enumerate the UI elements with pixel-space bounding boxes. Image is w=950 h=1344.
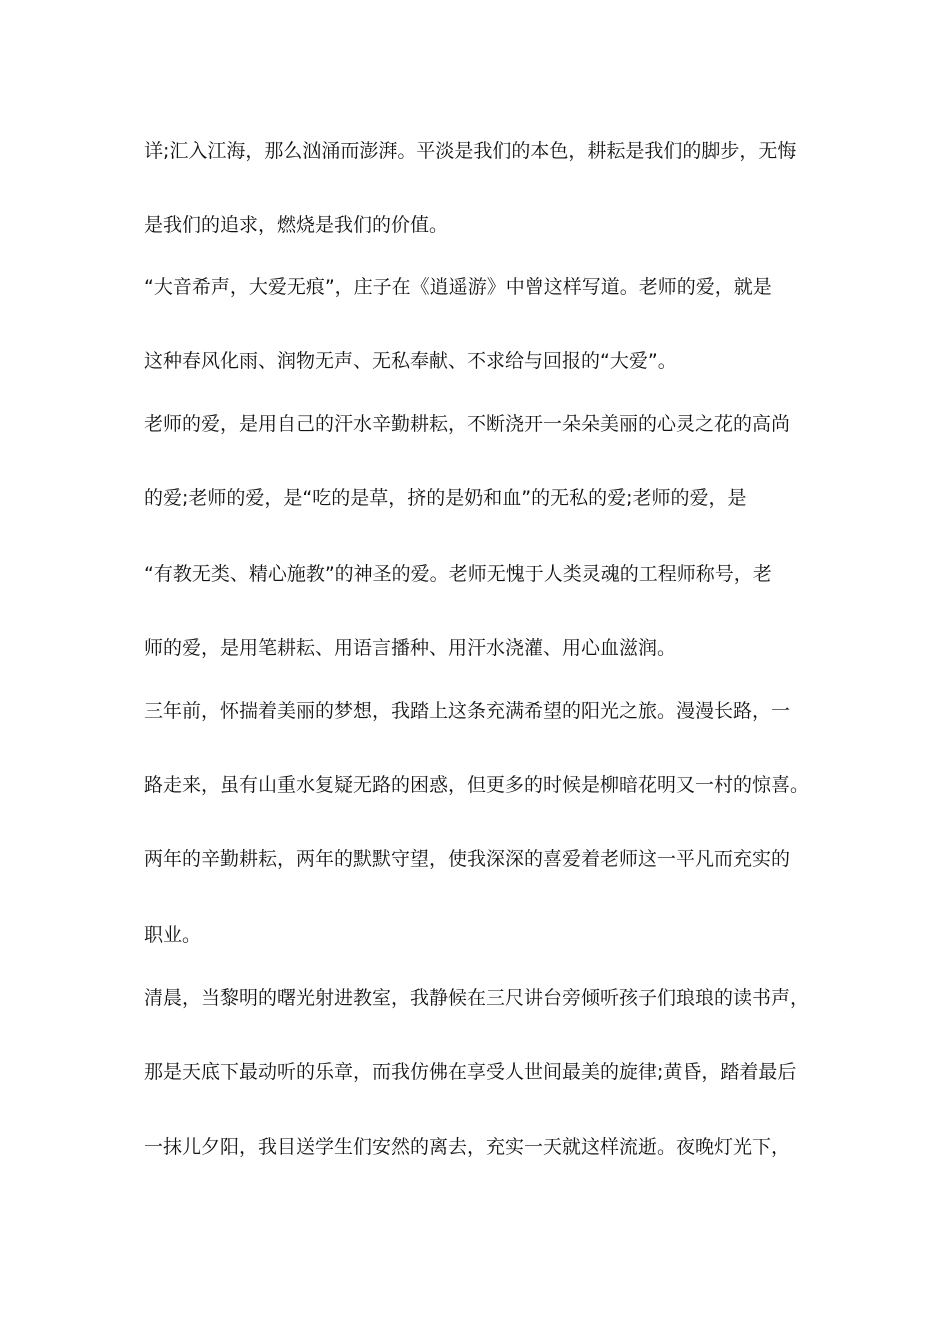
- paragraph-line: 详;汇入江海，那么汹涌而澎湃。平淡是我们的本色，耕耘是我们的脚步，无悔: [144, 140, 797, 162]
- paragraph-line: 一抹儿夕阳，我目送学生们安然的离去，充实一天就这样流逝。夜晚灯光下，: [144, 1136, 791, 1158]
- paragraph-line: 是我们的追求，燃烧是我们的价值。: [144, 214, 449, 236]
- paragraph-line: 这种春风化雨、润物无声、无私奉献、不求给与回报的“大爱”。: [144, 350, 677, 372]
- paragraph-line: 师的爱，是用笔耕耘、用语言播种、用汗水浇灌、用心血滋润。: [144, 637, 677, 659]
- paragraph-line: 的爱;老师的爱，是“吃的是草，挤的是奶和血”的无私的爱;老师的爱，是: [144, 487, 747, 509]
- paragraph-line: 三年前，怀揣着美丽的梦想，我踏上这条充满希望的阳光之旅。漫漫长路，一: [144, 700, 791, 722]
- paragraph-line: “大音希声，大爱无痕”，庄子在《逍遥游》中曾这样写道。老师的爱，就是: [144, 276, 772, 298]
- paragraph-line: 老师的爱，是用自己的汗水辛勤耕耘，不断浇开一朵朵美丽的心灵之花的高尚: [144, 413, 791, 435]
- paragraph-line: 那是天底下最动听的乐章，而我仿佛在享受人世间最美的旋律;黄昏，踏着最后: [144, 1061, 797, 1083]
- paragraph-line: 清晨，当黎明的曙光射进教室，我静候在三尺讲台旁倾听孩子们琅琅的读书声，: [144, 987, 810, 1009]
- paragraph-line: 路走来，虽有山重水复疑无路的困惑，但更多的时候是柳暗花明又一村的惊喜。: [144, 774, 810, 796]
- paragraph-line: “有教无类、精心施教”的神圣的爱。老师无愧于人类灵魂的工程师称号，老: [144, 563, 772, 585]
- paragraph-line: 职业。: [144, 924, 202, 946]
- paragraph-line: 两年的辛勤耕耘，两年的默默守望，使我深深的喜爱着老师这一平凡而充实的: [144, 848, 791, 870]
